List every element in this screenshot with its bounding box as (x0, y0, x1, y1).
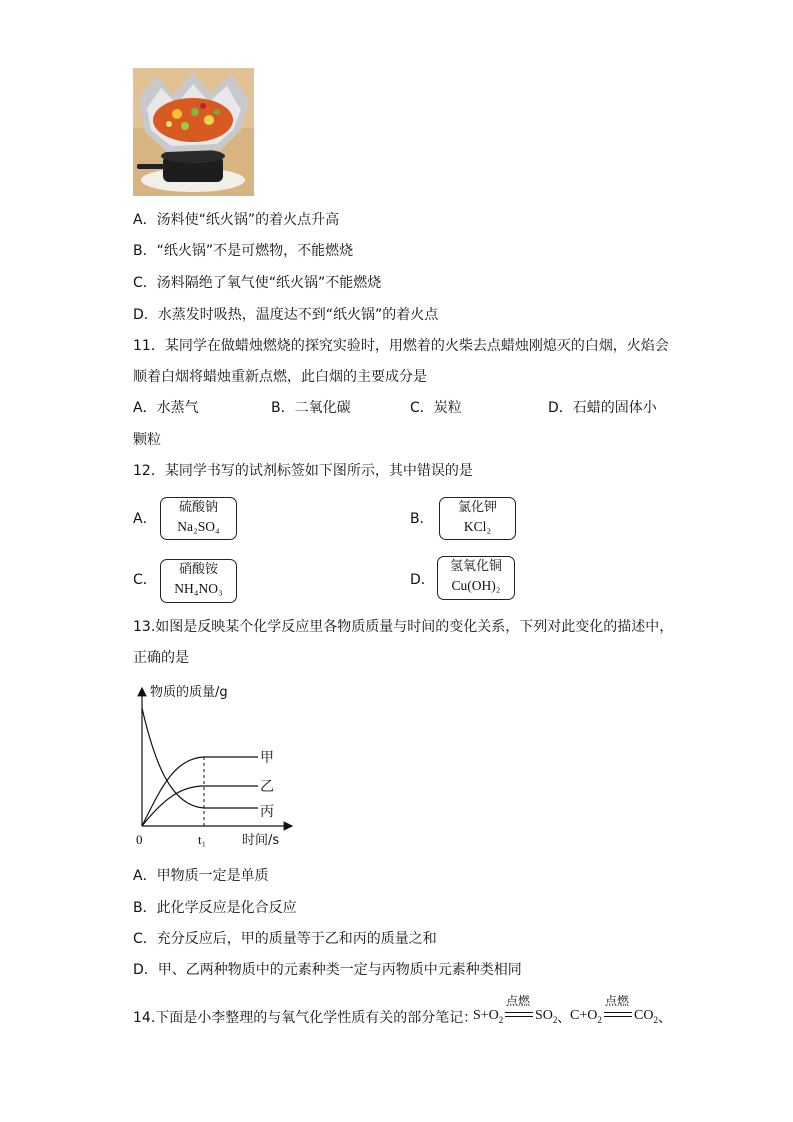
q12-label-b-formula: KCl₂ (463, 519, 492, 534)
eq1-reactant-subscript: 2 (498, 1014, 504, 1025)
q12-label-a-name: 硫酸钠 (178, 500, 218, 515)
q12-label-c-name: 硝酸铵 (178, 562, 218, 577)
series-line-jia (142, 757, 258, 826)
q14-tail-separator: 、 (658, 1010, 672, 1026)
mass-time-chart (130, 680, 300, 856)
eq1-product-subscript: 2 (552, 1014, 558, 1025)
q11-option-d-continued: 颗粒 (133, 432, 161, 448)
q12-option-b-letter: B． (410, 511, 434, 527)
eq2-reactants: C+O (570, 1008, 598, 1023)
q10-option-a: A．汤料使“纸火锅”的着火点升高 (133, 212, 340, 228)
q11-option-c: C．炭粒 (410, 400, 462, 416)
q14-equation-2-equals (604, 1012, 632, 1017)
q14-separator: 、 (557, 1010, 571, 1026)
q14-equation-2-right (634, 1008, 658, 1025)
q13-stem-line2: 正确的是 (133, 650, 189, 666)
q13-option-b: B．此化学反应是化合反应 (133, 900, 297, 916)
q12-label-d-name: 氢氧化铜 (449, 559, 502, 574)
q12-label-a (160, 497, 237, 540)
eq2-product-subscript: 2 (653, 1014, 658, 1025)
q12-label-c-formula: NH₄NO₃ (174, 581, 223, 596)
q13-stem-line1: 13.如图是反映某个化学反应里各物质质量与时间的变化关系，下列对此变化的描述中， (133, 619, 674, 635)
eq2-product: CO (634, 1008, 654, 1023)
q14-equation-1-right (535, 1008, 557, 1025)
q12-label-a-formula: Na₂SO₄ (177, 519, 220, 534)
q11-option-d: D．石蜡的固体小 (548, 400, 657, 416)
q12-label-b (439, 497, 516, 540)
q14-equation-1-equals (505, 1012, 533, 1017)
t1-tick-label: t₁ (198, 832, 207, 847)
q10-option-c: C．汤料隔绝了氧气使“纸火锅”不能燃烧 (133, 275, 382, 291)
q10-option-d: D．水蒸发时吸热，温度达不到“纸火锅”的着火点 (133, 307, 439, 323)
q14-equation-1-condition: 点燃 (506, 994, 531, 1008)
q14-equation-2-condition: 点燃 (605, 994, 630, 1008)
q12-option-d-letter: D． (410, 572, 435, 588)
q12-label-b-name: 氯化钾 (457, 500, 497, 515)
eq1-reactants: S+O (473, 1008, 499, 1023)
q12-label-c (160, 559, 237, 603)
q10-option-b: B．“纸火锅”不是可燃物，不能燃烧 (133, 243, 354, 259)
q12-option-c-letter: C． (133, 572, 157, 588)
series-label-bing: 丙 (260, 804, 274, 820)
q14-equation-1-left (473, 1008, 503, 1025)
paper-hotpot-photo (133, 68, 254, 196)
x-axis-label: 时间/s (242, 833, 280, 848)
q14-stem-prefix: 14.下面是小李整理的与氧气化学性质有关的部分笔记： (133, 1010, 478, 1026)
q14-equation-2-left (570, 1008, 602, 1025)
q11-option-a: A．水蒸气 (133, 400, 199, 416)
q12-option-a-letter: A． (133, 511, 157, 527)
q12-label-d (437, 556, 515, 600)
eq1-product: SO (535, 1008, 553, 1023)
q11-stem-line2: 顺着白烟将蜡烛重新点燃，此白烟的主要成分是 (133, 369, 427, 385)
q11-option-b: B．二氧化碳 (271, 400, 351, 416)
q12-stem: 12．某同学书写的试剂标签如下图所示，其中错误的是 (133, 463, 473, 479)
eq2-reactant-subscript: 2 (597, 1014, 602, 1025)
q13-option-d: D．甲、乙两种物质中的元素种类一定与丙物质中元素种类相同 (133, 962, 522, 978)
y-axis-label: 物质的质量/g (150, 685, 228, 700)
q13-option-c: C．充分反应后，甲的质量等于乙和丙的质量之和 (133, 931, 437, 947)
q11-stem-line1: 11．某同学在做蜡烛燃烧的探究实验时，用燃着的火柴去点蜡烛刚熄灭的白烟，火焰会 (133, 338, 669, 354)
series-label-yi: 乙 (260, 779, 274, 795)
series-label-jia: 甲 (260, 750, 274, 766)
origin-label: 0 (136, 832, 143, 847)
q13-option-a: A．甲物质一定是单质 (133, 868, 269, 884)
q12-label-d-formula: Cu(OH)₂ (451, 578, 501, 593)
